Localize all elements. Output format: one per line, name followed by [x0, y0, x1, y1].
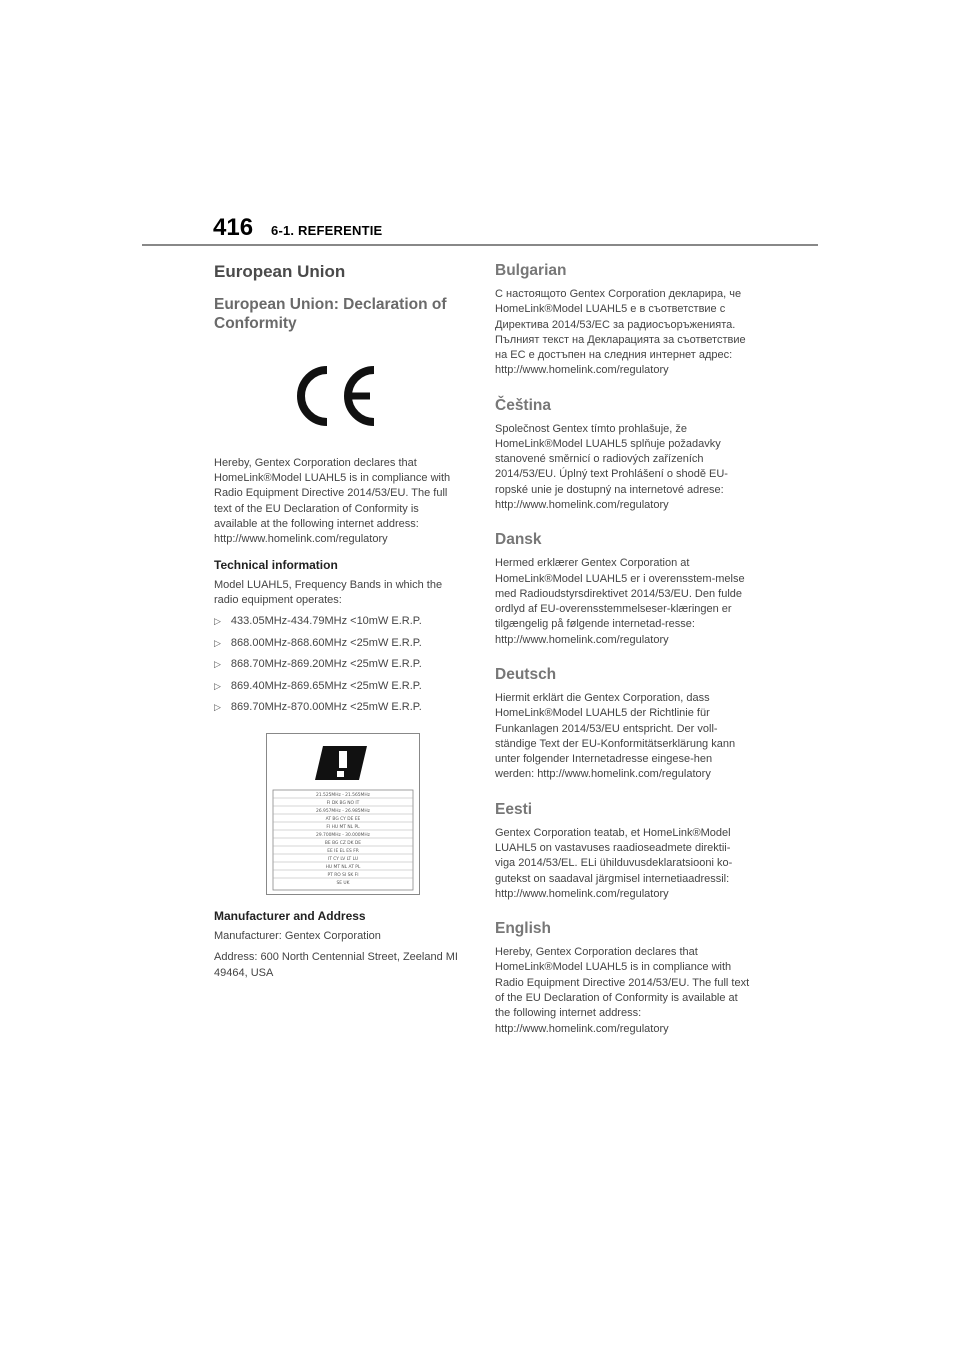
section-title: 6-1. REFERENTIE: [271, 223, 383, 238]
language-block-bulgarian: [495, 262, 750, 379]
tech-info-heading: Technical information: [214, 557, 338, 572]
restriction-table: [266, 733, 420, 895]
page-number: 416: [213, 214, 254, 241]
address-text: Address: 600 North Centennial Street, Zeeland MI 49464, USA: [214, 951, 458, 979]
language-heading: Čeština: [495, 396, 551, 414]
language-heading: Eesti: [495, 800, 533, 818]
list-item: ▷ 433.05MHz-434.79MHz <10mW E.R.P.: [214, 615, 422, 628]
language-text: Společnost Gentex tímto prohlašuje, že HomeLink®Model LUAHL5 splňuje požadavky stanovené směrnicí o radiových zařízeních 2014/53/EU. Úplný text Prohlášení o shodě EU-ropské unie je dostupný na internetové adrese: http://www.homelink.com/regulatory: [495, 422, 728, 512]
language-block-dansk: [495, 531, 750, 648]
triangle-bullet-icon: ▷: [214, 659, 221, 670]
left-column: [214, 262, 462, 987]
declaration-text: Hereby, Gentex Corporation declares that HomeLink®Model LUAHL5 is in compliance with Radio Equipment Directive 2014/53/EU. The full text of the EU Declaration of Conformity is available at the following internet address: http://www.homelink.com/regulatory: [214, 456, 451, 546]
language-block-cestina: [495, 397, 750, 514]
language-text: С настоящото Gentex Corporation декларира, че HomeLink®Model LUAHL5 е в съответствие с Директива 2014/53/EC за радиосъоръженията. Пълният текст на Декларацията за съответствие на ЕС е достъпен на следния интернет адрес: http://www.homelink.com/regulatory: [495, 287, 746, 377]
table-row: SE UK: [336, 881, 350, 887]
warning-icon: [315, 746, 367, 780]
table-row: IT CY LV LT LU: [327, 857, 359, 863]
list-item: ▷ 868.00MHz-868.60MHz <25mW E.R.P.: [214, 636, 422, 649]
language-block-eesti: [495, 801, 750, 902]
language-text: Hereby, Gentex Corporation declares that HomeLink®Model LUAHL5 is in compliance with Radio Equipment Directive 2014/53/EU. The full text of the EU Declaration of Conformity is available at the following internet address: http://www.homelink.com/regulatory: [495, 946, 750, 1035]
table-row: 26.957MHz - 26.985MHz: [316, 809, 370, 815]
language-heading: Dansk: [495, 531, 542, 549]
table-row: 21.525MHz - 21.565MHz: [316, 793, 370, 799]
triangle-bullet-icon: ▷: [214, 616, 221, 627]
list-item: ▷ 869.70MHz-870.00MHz <25mW E.R.P.: [214, 701, 422, 714]
tech-info-text: Model LUAHL5, Frequency Bands in which the radio equipment operates:: [214, 578, 443, 606]
language-heading: Deutsch: [495, 666, 557, 684]
table-row: FI DK BG NO IT: [326, 801, 360, 807]
right-column: [495, 262, 750, 1055]
table-row: EE IE EL ES FR: [327, 849, 359, 855]
language-text: Hermed erklærer Gentex Corporation at HomeLink®Model LUAHL5 er i overensstem-melse med Radioudstyrsdirektivet 2014/53/EU. Den fulde ordlyd af EU-overensstemmelseser-klæringen er tilgængelig på følgende internetad-resse: http://www.homelink.com/regulatory: [495, 557, 745, 646]
page-header: [213, 214, 382, 242]
language-heading: Bulgarian: [495, 262, 567, 279]
triangle-bullet-icon: ▷: [214, 680, 221, 691]
language-block-english: [495, 920, 750, 1037]
table-row: FI HU MT NL PL: [326, 825, 360, 831]
table-row: HU MT NL AT PL: [325, 865, 361, 871]
header-divider: [142, 244, 818, 246]
language-heading: English: [495, 920, 551, 938]
ce-mark-icon: [294, 364, 380, 428]
language-text: Hiermit erklärt die Gentex Corporation, dass HomeLink®Model LUAHL5 der Richtlinie für Funkanlagen 2014/53/EU entspricht. Der voll-ständige Text der EU-Konformitätserklärung kann unter folgender Internetadresse eingese-hen werden: http://www.homelink.com/regulatory: [495, 691, 736, 781]
table-row: PT RO SI SK FI: [327, 873, 359, 879]
language-block-deutsch: [495, 666, 750, 783]
eu-title: European Union: [214, 262, 346, 281]
language-text: Gentex Corporation teatab, et HomeLink®Model LUAHL5 on vastavuses raadioseadmete direktii-viga 2014/53/EL. ELi ühilduvusdeklaratsiooni ko-gutekst on saadaval järgmisel internetiaadressil: http://www.homelink.com/regulatory: [495, 826, 733, 900]
manufacturer-heading: Manufacturer and Address: [214, 909, 366, 924]
triangle-bullet-icon: ▷: [214, 702, 221, 713]
table-row: AT BG CY DE EE: [325, 817, 361, 823]
frequency-band-list: [214, 614, 462, 715]
triangle-bullet-icon: ▷: [214, 637, 221, 648]
list-item: ▷ 868.70MHz-869.20MHz <25mW E.R.P.: [214, 658, 422, 671]
doc-subtitle: European Union: Declaration of Conformity: [214, 296, 447, 332]
list-item: ▷ 869.40MHz-869.65MHz <25mW E.R.P.: [214, 679, 422, 692]
table-row: 29.700MHz - 30.000MHz: [316, 833, 370, 839]
manufacturer-text: Manufacturer: Gentex Corporation: [214, 930, 381, 943]
table-row: BE BG CZ DK DE: [324, 841, 362, 847]
